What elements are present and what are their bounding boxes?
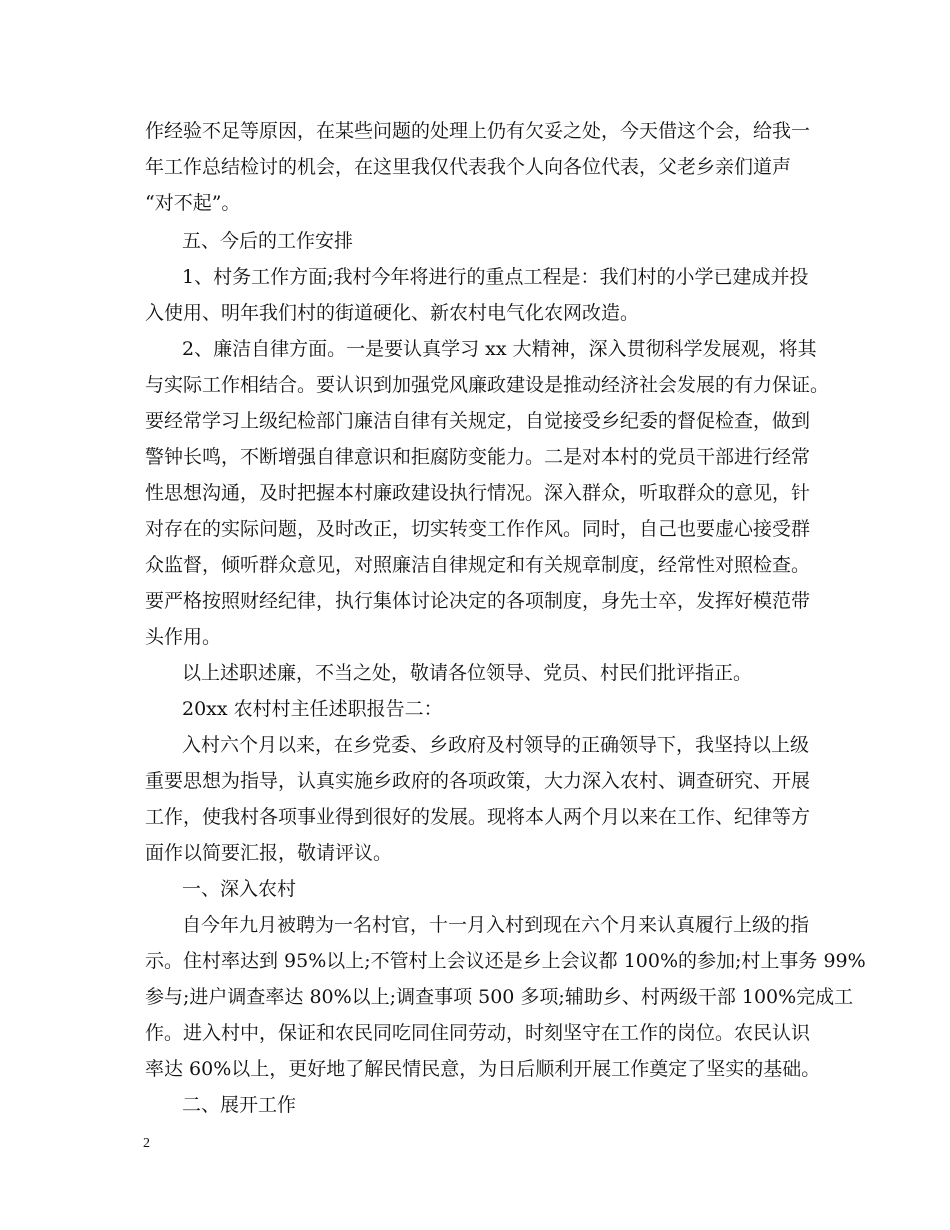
text-line: 头作用。 [145,626,222,648]
text-line: 年工作总结检讨的机会，在这里我仅代表我个人向各位代表，父老乡亲们道声 [145,156,792,178]
text-line: “对不起”。 [145,192,241,214]
text-line: 要严格按照财经纪律，执行集体讨论决定的各项制度，身先士卒，发挥好模范带 [145,590,811,612]
text-line: 作。进入村中，保证和农民同吃同住同劳动，时刻坚守在工作的岗位。农民认识 [145,1022,811,1044]
text-line: 对存在的实际问题，及时改正，切实转变工作作风。同时，自己也要虚心接受群 [145,518,811,540]
text-line: 工作，使我村各项事业得到很好的发展。现将本人两个月以来在工作、纪律等方 [145,806,811,828]
text-line: 众监督，倾听群众意见，对照廉洁自律规定和有关规章制度，经常性对照检查。 [145,554,811,576]
text-line: 1、村务工作方面;我村今年将进行的重点工程是：我们村的小学已建成并投 [182,266,809,288]
text-line: 示。住村率达到 95%以上;不管村上会议还是乡上会议都 100%的参加;村上事务 99% [145,950,866,972]
section-heading: 一、深入农村 [182,878,297,900]
text-line: 警钟长鸣，不断增强自律意识和拒腐防变能力。二是对本村的党员干部进行经常 [145,446,811,468]
text-line: 入村六个月以来，在乡党委、乡政府及村领导的正确领导下，我坚持以上级 [182,734,810,756]
text-line: 与实际工作相结合。要认识到加强党风廉政建设是推动经济社会发展的有力保证。 [145,374,830,396]
section-heading: 五、今后的工作安排 [182,230,354,252]
text-line: 重要思想为指导，认真实施乡政府的各项政策，大力深入农村、调查研究、开展 [145,770,811,792]
text-line: 2、廉洁自律方面。一是要认真学习 xx 大精神，深入贯彻科学发展观，将其 [182,338,817,360]
text-line: 作经验不足等原因，在某些问题的处理上仍有欠妥之处，今天借这个会，给我一 [145,120,811,142]
section-heading: 20xx 农村村主任述职报告二： [182,698,443,720]
text-line: 面作以简要汇报，敬请评议。 [145,842,393,864]
text-line: 要经常学习上级纪检部门廉洁自律有关规定，自觉接受乡纪委的督促检查，做到 [145,410,811,432]
text-line: 参与;进户调查率达 80%以上;调查事项 500 多项;辅助乡、村两级干部 100%完成工 [145,986,854,1008]
section-heading: 二、展开工作 [182,1094,297,1116]
text-line: 入使用、明年我们村的街道硬化、新农村电气化农网改造。 [145,302,640,324]
page-number: 2 [143,1136,150,1151]
text-line: 自今年九月被聘为一名村官，十一月入村到现在六个月来认真履行上级的指 [182,914,810,936]
text-line: 性思想沟通，及时把握本村廉政建设执行情况。深入群众，听取群众的意见，针 [145,482,811,504]
text-line: 以上述职述廉，不当之处，敬请各位领导、党员、村民们批评指正。 [182,662,753,684]
text-line: 率达 60%以上，更好地了解民情民意，为日后顺利开展工作奠定了坚实的基础。 [145,1058,821,1080]
